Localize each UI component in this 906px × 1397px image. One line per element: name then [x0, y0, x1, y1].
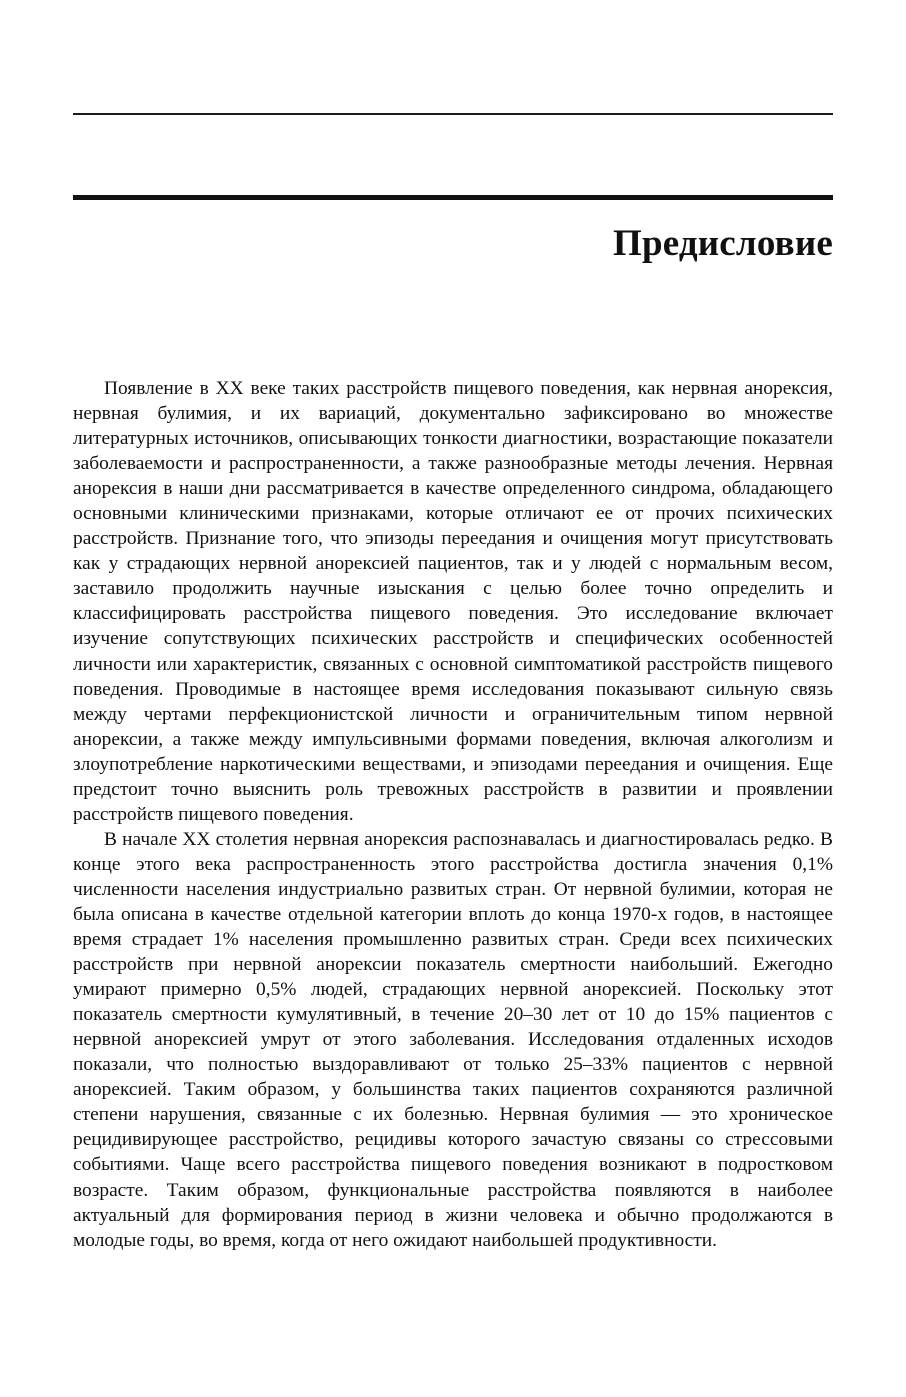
paragraph-2: В начале XX столетия нервная анорексия распознавалась и диагностировалась редко. В конце этого века распространенность этого расстройства достигла значения 0,1% численности населения индустриально развитых стран. От нервной булимии, которая не была описана в качестве отдельной категории вплоть до конца 1970-х годов, в настоящее время страдает 1% населения промышленно развитых стран. Среди всех психических расстройств при нервной анорексии показатель смертности наибольший. Ежегодно умирают примерно 0,5% людей, страдающих нервной анорексией. Поскольку этот показатель смертности кумулятивный, в течение 20–30 лет от 10 до 15% пациентов с нервной анорексией умрут от этого заболевания. Исследования отдаленных исходов показали, что полностью выздоравливают от только 25–33% пациентов с нервной анорексией. Таким образом, у большинства таких пациентов сохраняются различной степени нарушения, связанные с их болезнью. Нервная булимия — это хроническое рецидивирующее расстройство, рецидивы которого зачастую связаны со стрессовыми событиями. Чаще всего расстройства пищевого поведения возникают в подростковом возрасте. Таким образом, функциональные расстройства появляются в наиболее актуальный для формирования период в жизни человека и обычно продолжаются в молодые годы, во время, когда от него ожидают наибольшей продуктивности.	[73, 828, 833, 1251]
chapter-title: Предисловие	[612, 223, 833, 264]
header-rule-thick	[73, 195, 833, 200]
header-rule-thin	[73, 113, 833, 115]
paragraph-1: Появление в XX веке таких расстройств пищевого поведения, как нервная анорексия, нервная булимия, и их вариаций, документально зафиксировано во множестве литературных источников, описывающих тонкости диагностики, возрастающие показатели заболеваемости и распространенности, а также разнообразные методы лечения. Нервная анорексия в наши дни рассматривается в качестве определенного синдрома, обладающего основными клиническими признаками, которые отличают ее от прочих психических расстройств. Признание того, что эпизоды переедания и очищения могут присутствовать как у страдающих нервной анорексией пациентов, так и у людей с нормальным весом, заставило продолжить научные изыскания с целью более точно определить и классифицировать расстройства пищевого поведения. Это исследование включает изучение сопутствующих психических расстройств и специфических особенностей личности или характеристик, связанных с основной симптоматикой расстройств пищевого поведения. Проводимые в настоящее время исследования показывают сильную связь между чертами перфекционистской личности и ограничительным типом нервной анорексии, а также между импульсивными формами поведения, включая алкоголизм и злоупотребление наркотическими веществами, и эпизодами переедания и очищения. Еще предстоит точно выяснить роль тревожных расстройств в развитии и проявлении расстройств пищевого поведения.	[73, 378, 833, 825]
body-text	[73, 376, 833, 1253]
